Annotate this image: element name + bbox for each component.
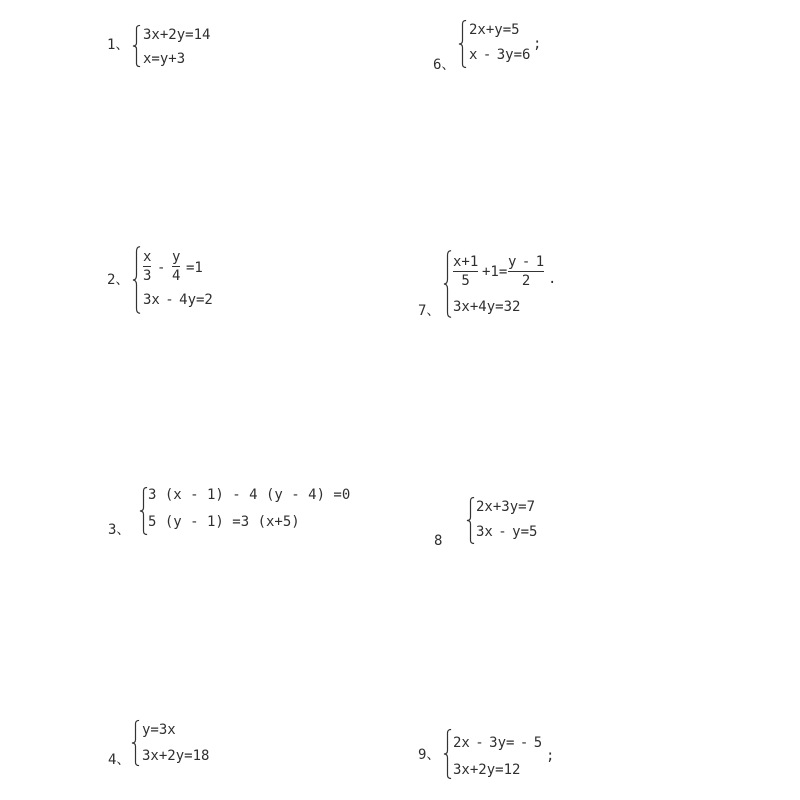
operator: -	[157, 260, 166, 276]
end-mark: .	[548, 271, 557, 287]
equation-2: 5 (y - 1) =3 (x+5)	[148, 514, 300, 530]
denominator: 5	[461, 273, 470, 289]
fraction	[142, 250, 152, 283]
fraction	[507, 255, 545, 288]
fraction	[171, 250, 181, 283]
left-brace	[443, 729, 452, 779]
problem-number: 6、	[433, 57, 456, 73]
equation-1: y=3x	[142, 722, 176, 738]
fraction-bar	[143, 266, 151, 267]
problem-number: 8	[434, 533, 443, 549]
numerator: y - 1	[508, 254, 545, 270]
fraction-bar	[172, 266, 180, 267]
problem-number: 9、	[418, 747, 441, 763]
equation-1: 3x+2y=14	[143, 27, 211, 43]
problem-3	[100, 480, 360, 540]
equation-1: 2x+y=5	[469, 22, 520, 38]
equation-1: 3 (x - 1) - 4 (y - 4) =0	[148, 487, 351, 503]
left-brace	[131, 720, 140, 766]
fraction-bar	[453, 271, 478, 272]
equation-2: 3x - y=5	[476, 524, 538, 540]
equation-2: 3x+2y=12	[453, 762, 521, 778]
end-mark: ;	[546, 748, 555, 764]
problem-number: 3、	[108, 522, 131, 538]
left-brace	[132, 246, 141, 314]
problem-4	[100, 715, 230, 775]
problem-9	[410, 720, 560, 785]
equation-1: 2x+3y=7	[476, 499, 536, 515]
left-brace	[132, 25, 141, 67]
fraction	[452, 255, 479, 288]
fraction-bar	[508, 271, 544, 272]
denominator: 3	[143, 268, 152, 284]
equation-2: 3x+2y=18	[142, 748, 210, 764]
equation-2: x - 3y=6	[469, 47, 531, 63]
problem-number: 2、	[107, 272, 130, 288]
numerator: x	[143, 249, 152, 265]
denominator: 2	[521, 273, 531, 289]
problem-8	[425, 490, 555, 550]
left-brace	[466, 497, 475, 544]
numerator: x+1	[453, 254, 479, 270]
denominator: 4	[172, 268, 181, 284]
problem-number: 1、	[107, 37, 130, 53]
end-mark: ;	[533, 36, 542, 52]
problem-1	[100, 20, 250, 75]
problem-number: 7、	[418, 303, 441, 319]
equation-2: x=y+3	[143, 51, 186, 67]
left-brace	[443, 250, 452, 318]
operator: +1=	[482, 264, 508, 280]
equation-2: 3x - 4y=2	[143, 292, 213, 308]
left-brace	[139, 487, 148, 535]
numerator: y	[172, 249, 181, 265]
right-hand-side: =1	[186, 260, 203, 276]
problem-6	[425, 15, 555, 80]
problem-7	[410, 240, 560, 325]
equation-2: 3x+4y=32	[453, 299, 521, 315]
problem-number: 4、	[108, 752, 131, 768]
equation-1: 2x - 3y= - 5	[453, 735, 543, 751]
left-brace	[458, 20, 467, 68]
problem-2	[100, 240, 230, 320]
